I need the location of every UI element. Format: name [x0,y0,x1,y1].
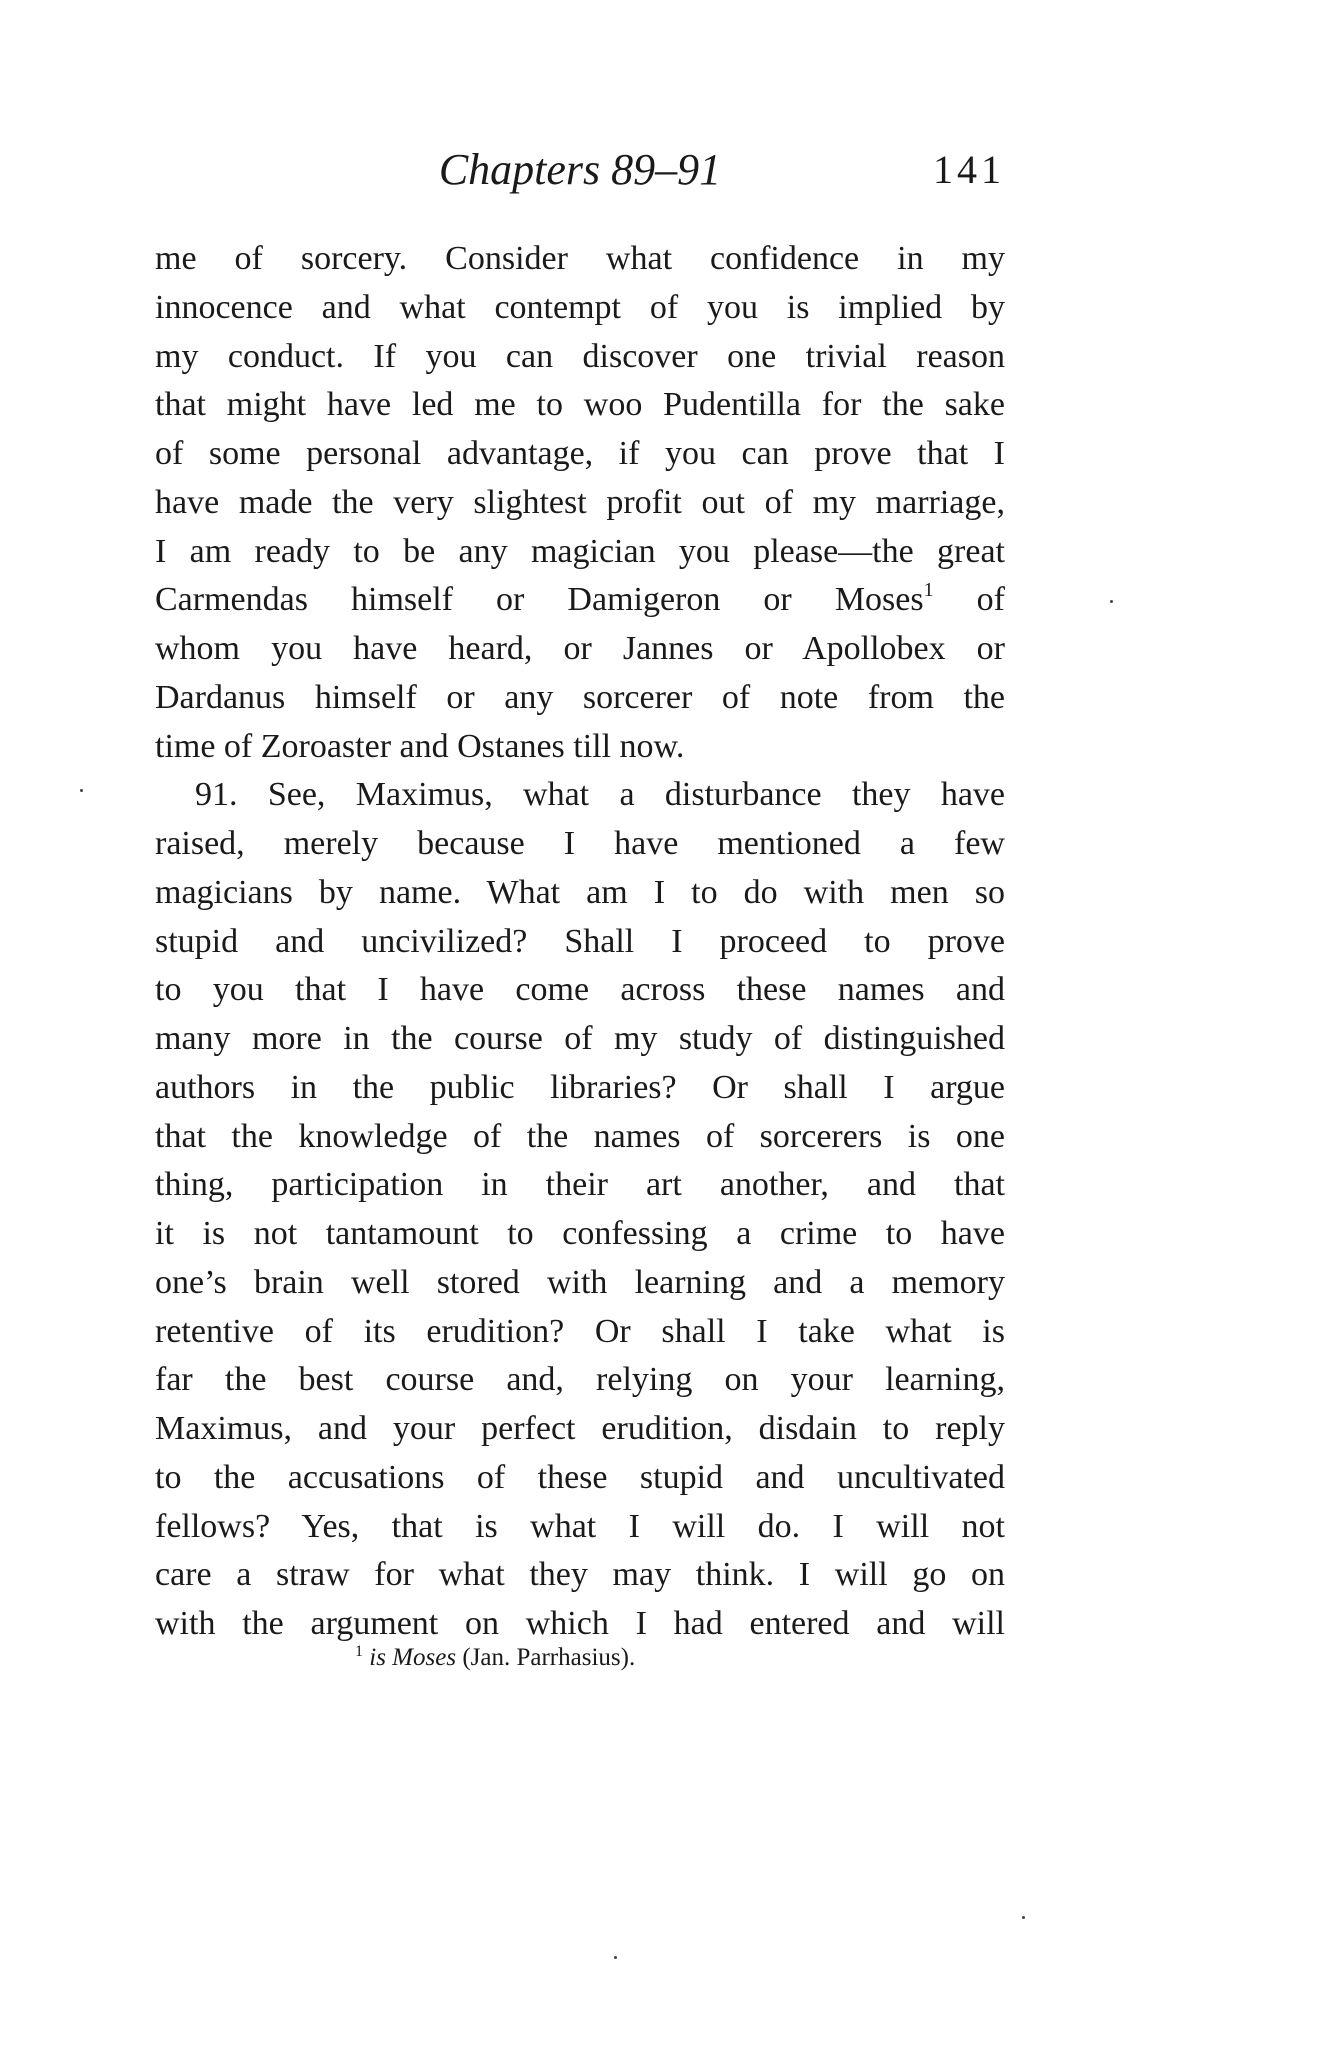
text-line: authors in the public libraries? Or shall I argue [155,1068,1005,1106]
text-line: Dardanus himself or any sorcerer of note from the [155,678,1005,716]
page-number: 141 [933,147,1005,192]
text-line: magicians by name. What am I to do with men so [155,873,1005,911]
text-line: innocence and what contempt of you is implied by [155,288,1005,326]
text-line: care a straw for what they may think. I will go on [155,1556,1005,1594]
text-line: retentive of its erudition? Or shall I take what is [155,1312,1005,1350]
text-line: it is not tantamount to confessing a crime to have [155,1215,1005,1252]
text-line: that the knowledge of the names of sorcerers is one [155,1117,1005,1155]
text-line: of some personal advantage, if you can prove that I [155,435,1005,472]
print-speck [80,789,83,792]
text-segment: Carmendas himself or Damigeron or Moses [155,581,924,619]
running-head [155,140,1005,200]
text-line: whom you have heard, or Jannes or Apollobex or [155,630,1005,667]
footnote-reference[interactable]: 1 [923,579,934,602]
text-line: time of Zoroaster and Ostanes till now. [155,727,685,765]
print-speck [614,1956,617,1959]
text-line: to the accusations of these stupid and uncultivated [155,1458,1005,1496]
body-text [155,235,1005,1649]
text-line: far the best course and, relying on your learning, [155,1361,1005,1399]
footnote-reading: is Moses [369,1644,457,1671]
text-line-with-footnote [155,576,1005,625]
text-line: to you that I have come across these names and [155,971,1005,1009]
text-line: fellows? Yes, that is what I will do. I will not [155,1507,1005,1545]
running-title: Chapters 89–91 [438,145,722,194]
text-line: that might have led me to woo Pudentilla for the sake [155,386,1005,424]
footnote-marker: 1 [355,1643,363,1660]
print-speck [1022,1916,1025,1919]
text-line: with the argument on which I had entered and will [155,1605,1005,1642]
text-line: I am ready to be any magician you please—the great [155,532,1005,570]
text-line: my conduct. If you can discover one trivial reason [155,337,1005,375]
text-line: one’s brain well stored with learning and a memory [155,1263,1005,1301]
text-line: stupid and uncivilized? Shall I proceed to prove [155,922,1005,960]
text-line: thing, participation in their art another, and that [155,1166,1005,1204]
print-speck [1110,600,1113,603]
text-segment: of [976,581,1005,619]
text-line: have made the very slightest profit out of my marriage, [155,483,1005,521]
text-line: many more in the course of my study of distinguished [155,1020,1005,1057]
footnote-source: (Jan. Parrhasius). [462,1644,636,1671]
text-line: raised, merely because I have mentioned a few [155,825,1005,862]
text-line: 91. See, Maximus, what a disturbance they have [195,776,1005,814]
text-line: Maximus, and your perfect erudition, disdain to reply [155,1410,1005,1447]
footnote [355,1640,635,1676]
text-line: me of sorcery. Consider what confidence in my [155,240,1005,277]
